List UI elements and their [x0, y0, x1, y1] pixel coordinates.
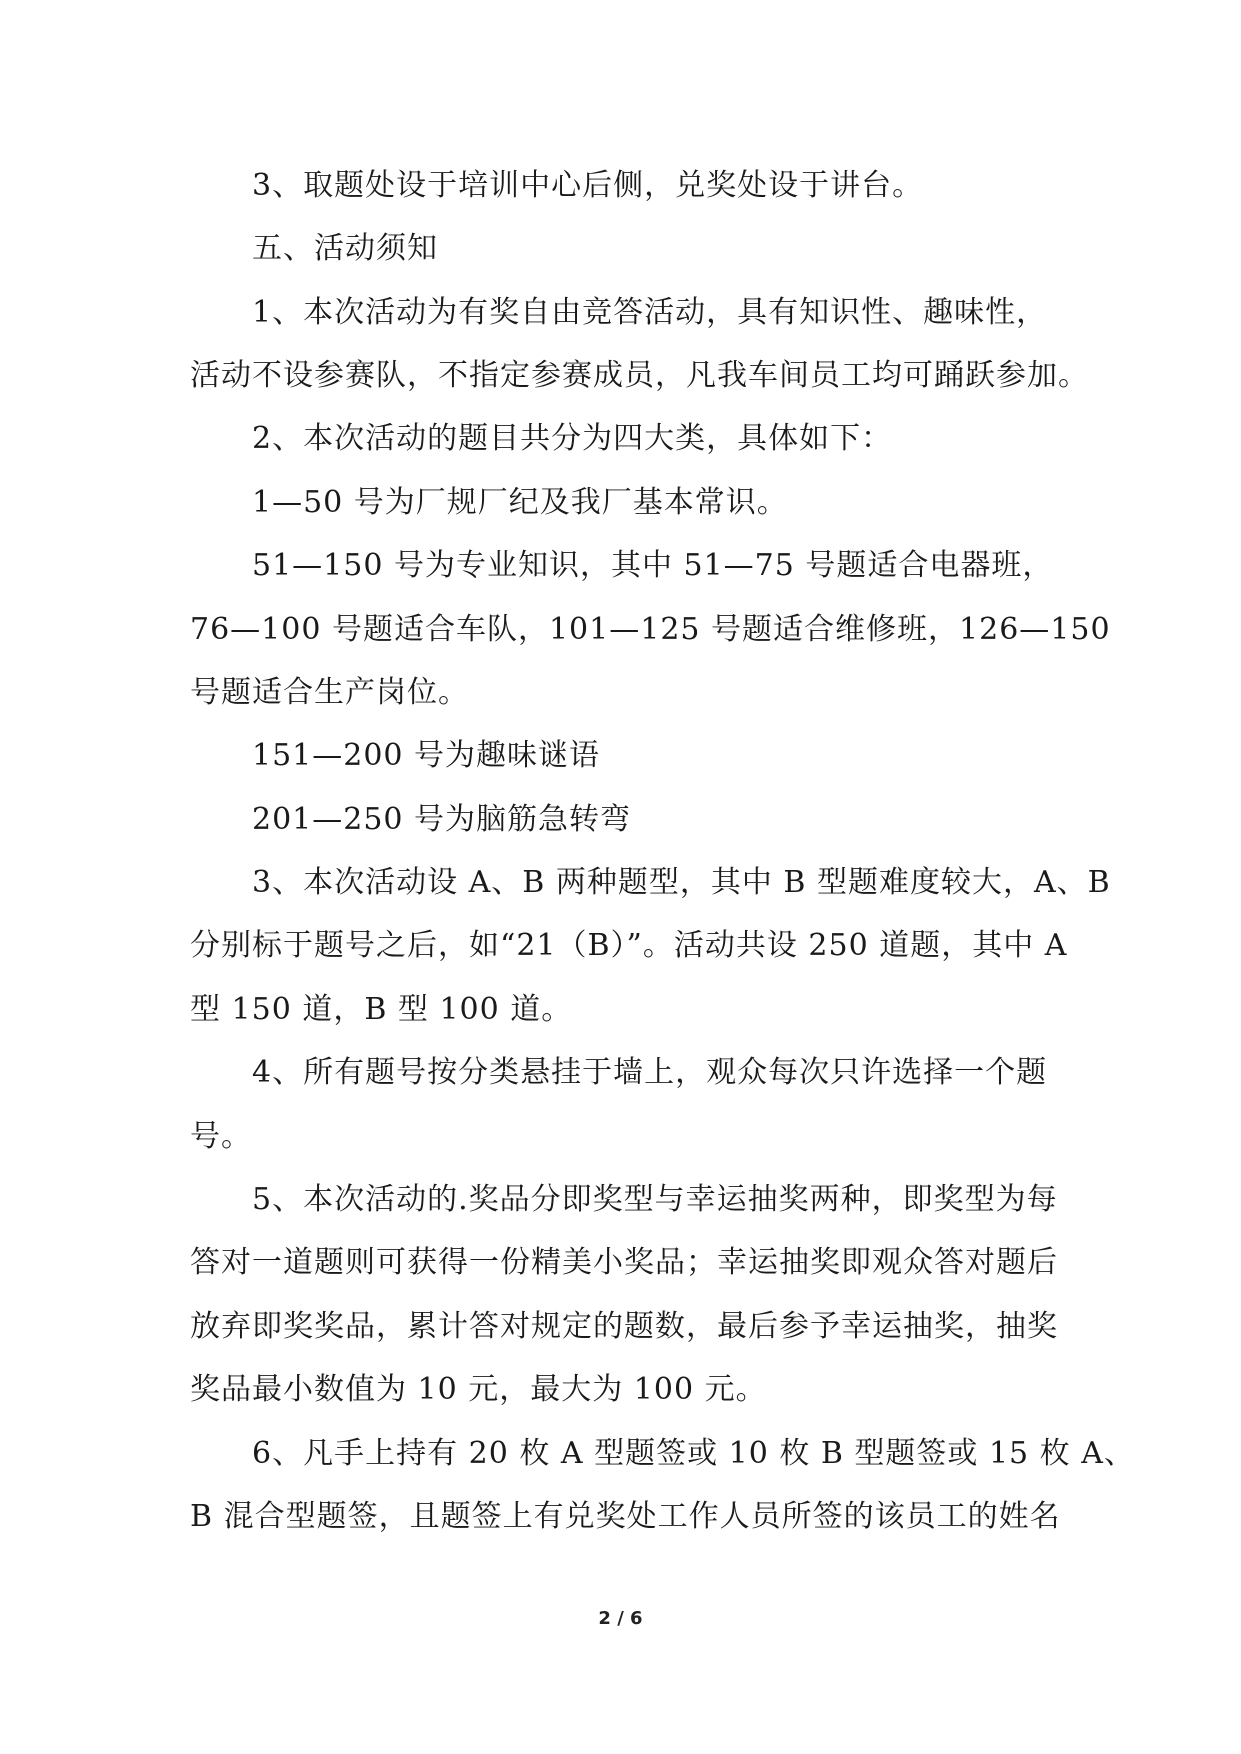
paragraph-line: 76—100 号题适合车队，101—125 号题适合维修班，126—150 [190, 612, 1111, 647]
paragraph-line: 1、本次活动为有奖自由竞答活动，具有知识性、趣味性， [252, 295, 1048, 330]
paragraph-line: 号题适合生产岗位。 [190, 675, 469, 710]
paragraph-line: 号。 [190, 1119, 252, 1154]
paragraph-line: 51—150 号为专业知识，其中 51—75 号题适合电器班， [252, 548, 1054, 583]
paragraph-line: 2、本次活动的题目共分为四大类，具体如下： [252, 421, 893, 456]
paragraph-line: 151—200 号为趣味谜语 [252, 738, 601, 773]
paragraph-line: 奖品最小数值为 10 元，最大为 100 元。 [190, 1372, 767, 1407]
paragraph-line: 3、取题处设于培训中心后侧，兑奖处设于讲台。 [252, 168, 924, 203]
paragraph-line: 放弃即奖奖品，累计答对规定的题数，最后参予幸运抽奖，抽奖 [190, 1309, 1058, 1344]
page-number: 2 / 6 [598, 1608, 643, 1629]
paragraph-line: 3、本次活动设 A、B 两种题型，其中 B 型题难度较大，A、B [252, 865, 1111, 900]
paragraph-line: 1—50 号为厂规厂纪及我厂基本常识。 [252, 485, 788, 520]
paragraph-line: 6、凡手上持有 20 枚 A 型题签或 10 枚 B 型题签或 15 枚 A、 [252, 1436, 1135, 1471]
paragraph-line: 201—250 号为脑筋急转弯 [252, 802, 632, 837]
paragraph-line: 活动不设参赛队，不指定参赛成员，凡我车间员工均可踊跃参加。 [190, 358, 1089, 393]
paragraph-line: 分别标于题号之后，如“21（B）”。活动共设 250 道题，其中 A [190, 928, 1068, 963]
paragraph-line: 答对一道题则可获得一份精美小奖品；幸运抽奖即观众答对题后 [190, 1245, 1058, 1280]
paragraph-line: B 混合型题签，且题签上有兑奖处工作人员所签的该员工的姓名 [190, 1499, 1061, 1534]
paragraph-line: 4、所有题号按分类悬挂于墙上，观众每次只许选择一个题 [252, 1055, 1048, 1090]
paragraph-line: 5、本次活动的.奖品分即奖型与幸运抽奖两种，即奖型为每 [252, 1182, 1058, 1217]
paragraph-line: 型 150 道，B 型 100 道。 [190, 992, 573, 1027]
section-heading: 五、活动须知 [252, 231, 438, 266]
